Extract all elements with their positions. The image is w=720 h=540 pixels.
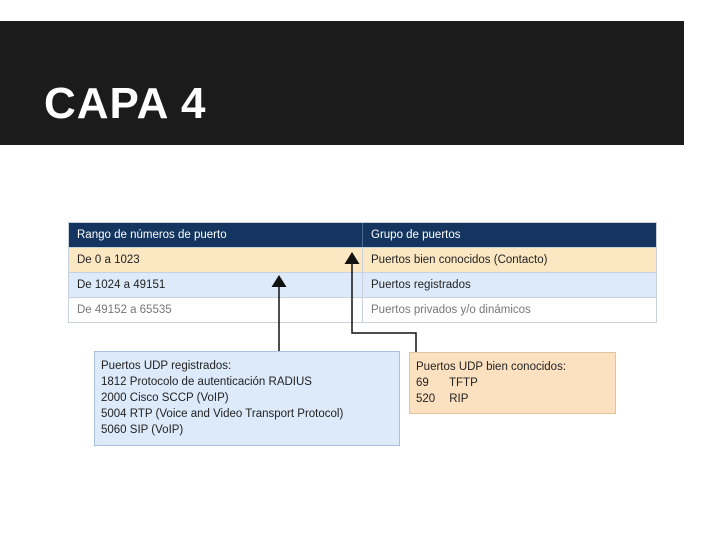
slide-title: CAPA 4 [44,79,207,128]
list-item: 5004 RTP (Voice and Video Transport Protocol) [101,408,344,420]
udp-registered-title: Puertos UDP registrados: [101,360,232,372]
protocol-name: TFTP [449,377,478,389]
udp-known-title: Puertos UDP bien conocidos: [416,361,567,373]
port-number: 520 [416,393,436,405]
list-item: 5060 SIP (VoIP) [101,424,184,436]
udp-registered-box [94,351,400,446]
protocol-name: RIP [449,393,469,405]
port-number: 69 [416,377,429,389]
cell-range: De 0 a 1023 [69,248,363,272]
list-item [416,375,609,391]
arrow-known [352,258,416,352]
header-group: Grupo de puertos [371,229,461,241]
cell-group: Puertos bien conocidos (Contacto) [371,254,548,266]
udp-known-box [409,352,616,414]
cell-group: Puertos registrados [371,279,471,291]
cell-group: Puertos privados y/o dinámicos [371,304,531,316]
list-item: 1812 Protocolo de autenticación RADIUS [101,376,312,388]
list-item [416,391,609,407]
list-item: 2000 Cisco SCCP (VoIP) [101,392,229,404]
cell-range: De 1024 a 49151 [69,273,363,297]
cell-range: De 49152 a 65535 [69,298,363,322]
header-range: Rango de números de puerto [69,223,363,247]
